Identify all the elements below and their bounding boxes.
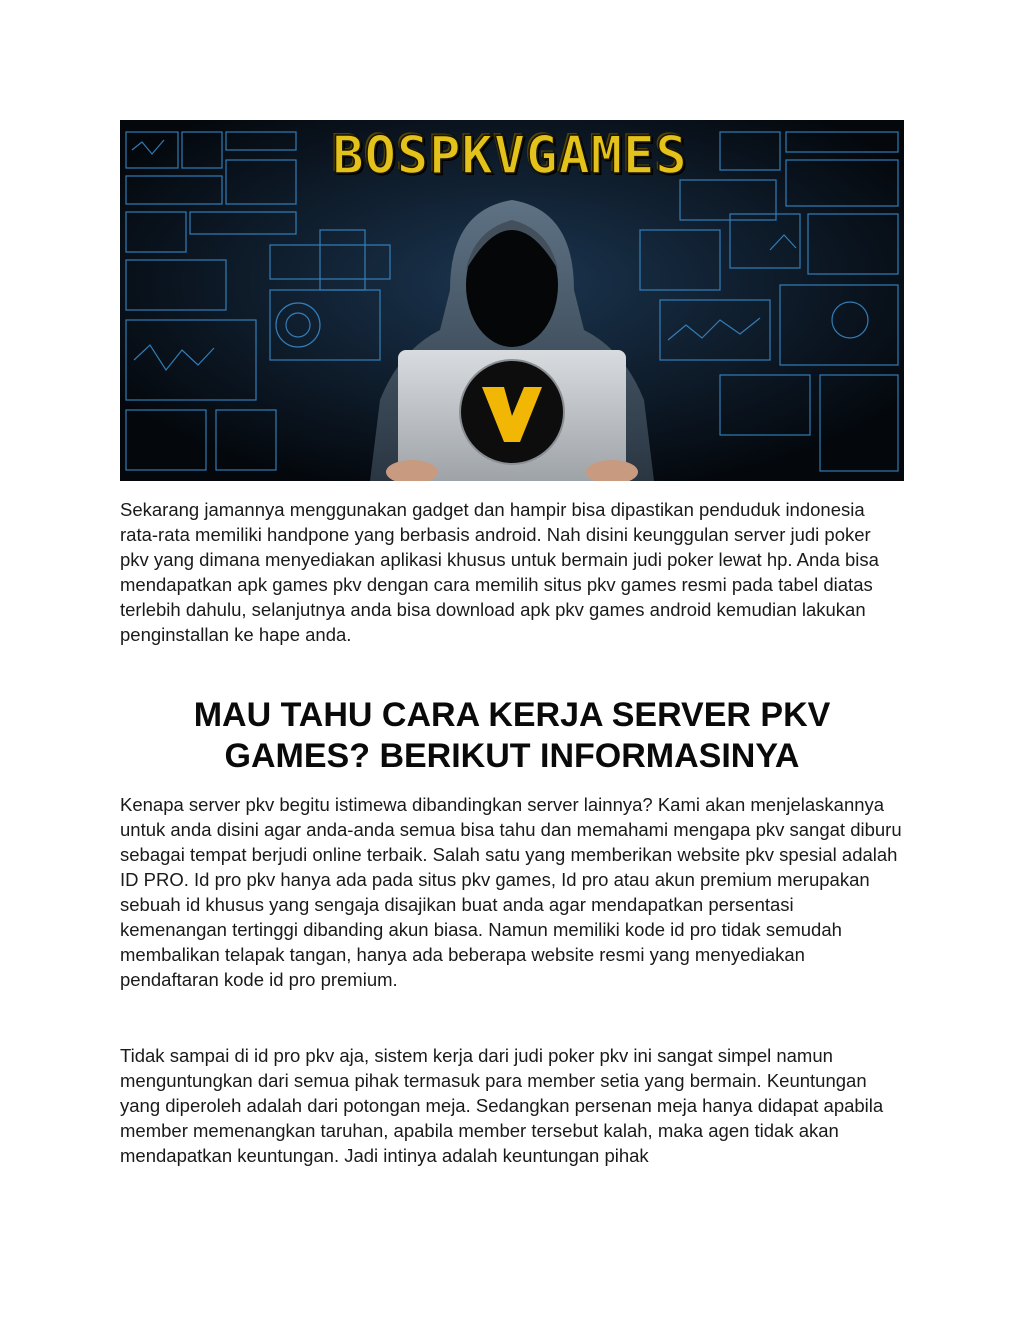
system-paragraph: Tidak sampai di id pro pkv aja, sistem kerja dari judi poker pkv ini sangat simpel namun menguntungkan dari semua pihak termasuk para member setia yang bermain. Keuntungan yang diperoleh adalah dari potongan meja. Sedangkan persenan meja hanya didapat apabila member memenangkan taruhan, apabila member tersebut kalah, maka agen tidak akan mendapatkan keuntungan. Jadi intinya adalah keuntungan pihak <box>120 1045 884 1166</box>
section-heading: MAU TAHU CARA KERJA SERVER PKV GAMES? BERIKUT INFORMASINYA <box>193 696 831 775</box>
document-page <box>120 120 904 1166</box>
hero-banner-image <box>120 120 904 481</box>
id-pro-paragraph: Kenapa server pkv begitu istimewa dibandingkan server lainnya? Kami akan menjelaskannya untuk anda disini agar anda-anda semua bisa tahu dan memahami mengapa pkv sangat diburu sebagai tempat berjudi online terbaik. Salah satu yang memberikan website pkv spesial adalah ID PRO. Id pro pkv hanya ada pada situs pkv games, Id pro atau akun premium merupakan sebuah id khusus yang sengaja disajikan buat anda agar mendapatkan persentasi kemenangan tertinggi dibanding akun biasa. Namun memiliki kode id pro tidak semudah membalikan telapak tangan, hanya ada beberapa website resmi yang menyediakan pendaftaran kode id pro premium. <box>120 794 902 990</box>
hero-logo-text: BOSPKVGAMES <box>332 126 688 186</box>
intro-paragraph: Sekarang jamannya menggunakan gadget dan hampir bisa dipastikan penduduk indonesia rata-rata memiliki handpone yang berbasis android. Nah disini keunggulan server judi poker pkv yang dimana menyediakan aplikasi khusus untuk bermain judi poker lewat hp. Anda bisa mendapatkan apk games pkv dengan cara memilih situs pkv games resmi pada tabel diatas terlebih dahulu, selanjutnya anda bisa download apk pkv games android kemudian lakukan penginstallan ke hape anda. <box>120 499 879 645</box>
